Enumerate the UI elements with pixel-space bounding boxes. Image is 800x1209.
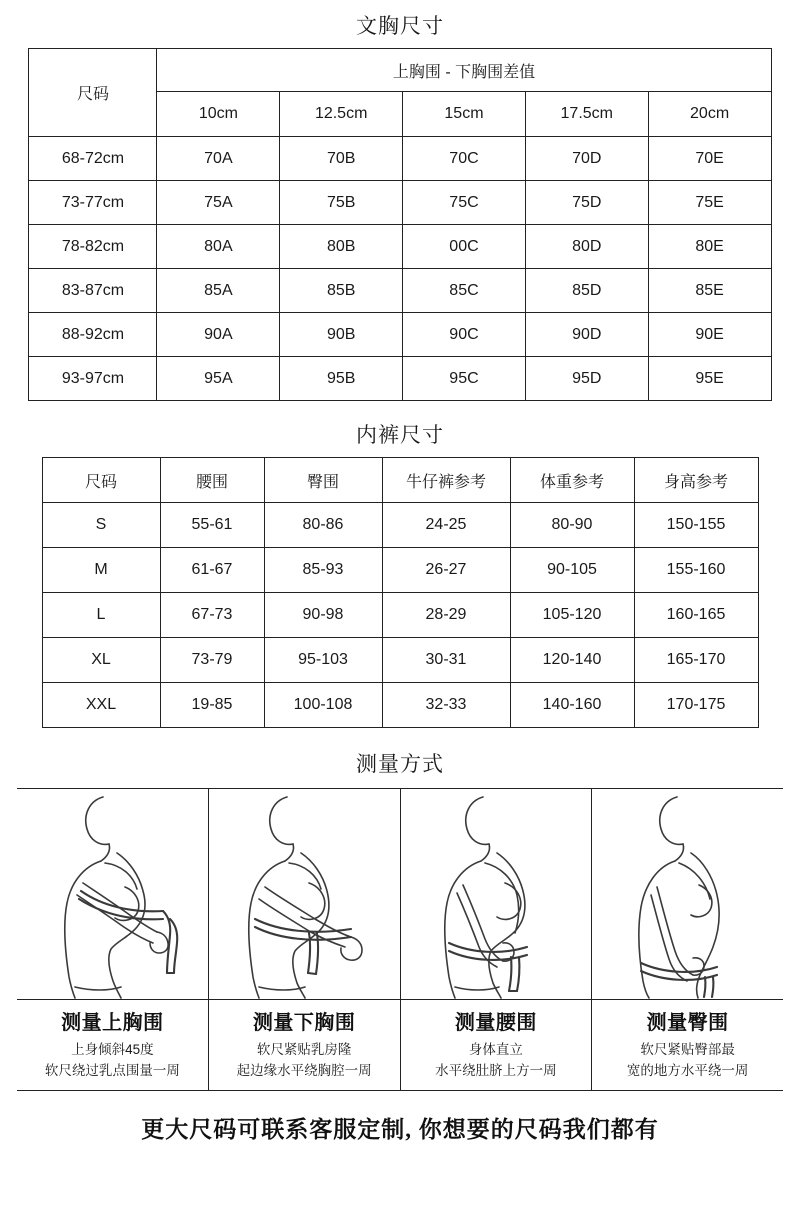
bra-cell: 90B (280, 313, 403, 357)
bra-cell: 90E (648, 313, 771, 357)
table-row (42, 458, 758, 503)
bra-col-header: 15cm (403, 92, 526, 137)
panty-cell: 160-165 (634, 593, 758, 638)
panty-cell: 24-25 (382, 503, 510, 548)
panty-section-title: 内裤尺寸 (356, 424, 444, 447)
panty-cell: 28-29 (382, 593, 510, 638)
figure-under-bust-icon (209, 791, 399, 999)
footer-note: 更大尺码可联系客服定制, 你想要的尺码我们都有 (141, 1116, 659, 1142)
bra-cell: 95E (648, 357, 771, 401)
panty-cell: 32-33 (382, 683, 510, 728)
panty-col-header: 腰围 (160, 458, 264, 503)
panty-cell: S (42, 503, 160, 548)
panty-cell: 67-73 (160, 593, 264, 638)
table-row (29, 49, 771, 92)
bra-cell: 80A (157, 225, 280, 269)
bra-cell: 70A (157, 137, 280, 181)
panty-cell: 100-108 (264, 683, 382, 728)
bra-section-title: 文胸尺寸 (356, 15, 444, 38)
panty-cell: 90-105 (510, 548, 634, 593)
table-row (42, 548, 758, 593)
table-row (42, 593, 758, 638)
table-row (29, 313, 771, 357)
panty-size-table (42, 457, 759, 728)
bra-col-header: 20cm (648, 92, 771, 137)
bra-cell: 80E (648, 225, 771, 269)
bra-cell: 90A (157, 313, 280, 357)
bra-cell: 70E (648, 137, 771, 181)
bra-cell: 85B (280, 269, 403, 313)
panty-cell: 26-27 (382, 548, 510, 593)
measure-caption-under-bust (209, 1000, 401, 1090)
bra-cell: 70C (403, 137, 526, 181)
measure-cell-hip (592, 789, 783, 999)
caption-line-2: 起边缘水平绕胸腔一周 (236, 1062, 372, 1078)
bra-cell: 85A (157, 269, 280, 313)
caption-line-2: 软尺绕过乳点围量一周 (44, 1062, 180, 1078)
caption-line-2: 水平绕肚脐上方一周 (435, 1062, 557, 1078)
caption-title: 测量上胸围 (61, 1012, 164, 1034)
table-row (29, 357, 771, 401)
panty-cell: M (42, 548, 160, 593)
bra-row-label: 68-72cm (29, 137, 157, 181)
table-row (42, 683, 758, 728)
bra-size-table (28, 48, 771, 401)
panty-col-header: 身高参考 (634, 458, 758, 503)
panty-cell: 150-155 (634, 503, 758, 548)
measure-caption-row (17, 1000, 783, 1091)
bra-cell: 90D (525, 313, 648, 357)
bra-row-label: 88-92cm (29, 313, 157, 357)
panty-cell: 105-120 (510, 593, 634, 638)
caption-line-1: 上身倾斜45度 (71, 1042, 154, 1057)
panty-col-header: 臀围 (264, 458, 382, 503)
panty-cell: 19-85 (160, 683, 264, 728)
bra-cell: 95C (403, 357, 526, 401)
bra-cell: 00C (403, 225, 526, 269)
panty-col-header: 体重参考 (510, 458, 634, 503)
bra-row-label: 93-97cm (29, 357, 157, 401)
measure-caption-upper-bust (17, 1000, 209, 1090)
bra-cell: 70D (525, 137, 648, 181)
bra-cell: 75D (525, 181, 648, 225)
table-row (29, 137, 771, 181)
table-row (29, 269, 771, 313)
panty-cell: 165-170 (634, 638, 758, 683)
caption-title: 测量腰围 (454, 1012, 537, 1034)
bra-cell: 75B (280, 181, 403, 225)
figure-waist-icon (401, 791, 591, 999)
bra-cell: 75E (648, 181, 771, 225)
measure-cell-upper-bust (17, 789, 209, 999)
caption-line-1: 身体直立 (468, 1042, 523, 1057)
panty-cell: 30-31 (382, 638, 510, 683)
bra-cell: 95B (280, 357, 403, 401)
measure-section (17, 788, 783, 1091)
bra-cell: 80D (525, 225, 648, 269)
panty-cell: 90-98 (264, 593, 382, 638)
bra-row-label: 83-87cm (29, 269, 157, 313)
panty-cell: 85-93 (264, 548, 382, 593)
caption-line-1: 软尺紧贴乳房隆 (256, 1042, 352, 1057)
panty-cell: XXL (42, 683, 160, 728)
measure-caption-waist (401, 1000, 593, 1090)
panty-cell: 155-160 (634, 548, 758, 593)
bra-cell: 75C (403, 181, 526, 225)
bra-col-header: 17.5cm (525, 92, 648, 137)
bra-cell: 95D (525, 357, 648, 401)
panty-cell: 80-90 (510, 503, 634, 548)
caption-line-2: 宽的地方水平绕一周 (626, 1062, 749, 1078)
figure-upper-bust-icon (17, 791, 207, 999)
table-row (29, 181, 771, 225)
bra-cell: 95A (157, 357, 280, 401)
panty-cell: XL (42, 638, 160, 683)
panty-col-header: 牛仔裤参考 (382, 458, 510, 503)
caption-line-1: 软尺紧贴臀部最 (640, 1042, 735, 1057)
table-row (29, 225, 771, 269)
bra-cell: 75A (157, 181, 280, 225)
panty-cell: 120-140 (510, 638, 634, 683)
panty-cell: 80-86 (264, 503, 382, 548)
bra-cell: 85D (525, 269, 648, 313)
table-row (42, 638, 758, 683)
bra-col-header: 10cm (157, 92, 280, 137)
panty-cell: 61-67 (160, 548, 264, 593)
bra-size-header: 尺码 (29, 49, 157, 137)
caption-title: 测量下胸围 (252, 1012, 356, 1034)
figure-hip-icon (593, 791, 783, 999)
bra-cell: 80B (280, 225, 403, 269)
bra-cell: 85C (403, 269, 526, 313)
measure-cell-waist (401, 789, 593, 999)
bra-row-label: 78-82cm (29, 225, 157, 269)
bra-cell: 85E (648, 269, 771, 313)
measure-caption-hip (592, 1000, 783, 1090)
panty-cell: 73-79 (160, 638, 264, 683)
panty-cell: 55-61 (160, 503, 264, 548)
table-row (42, 503, 758, 548)
measure-illustration-row (17, 788, 783, 1000)
panty-cell: 170-175 (634, 683, 758, 728)
bra-col-header: 12.5cm (280, 92, 403, 137)
bra-cell: 90C (403, 313, 526, 357)
size-chart-page (0, 10, 800, 1209)
panty-cell: 140-160 (510, 683, 634, 728)
bra-diff-header: 上胸围 - 下胸围差值 (157, 49, 771, 92)
measure-cell-under-bust (209, 789, 401, 999)
bra-cell: 70B (280, 137, 403, 181)
measure-section-title: 测量方式 (356, 753, 444, 776)
panty-cell: L (42, 593, 160, 638)
bra-row-label: 73-77cm (29, 181, 157, 225)
panty-col-header: 尺码 (42, 458, 160, 503)
caption-title: 测量臀围 (646, 1012, 729, 1034)
panty-cell: 95-103 (264, 638, 382, 683)
